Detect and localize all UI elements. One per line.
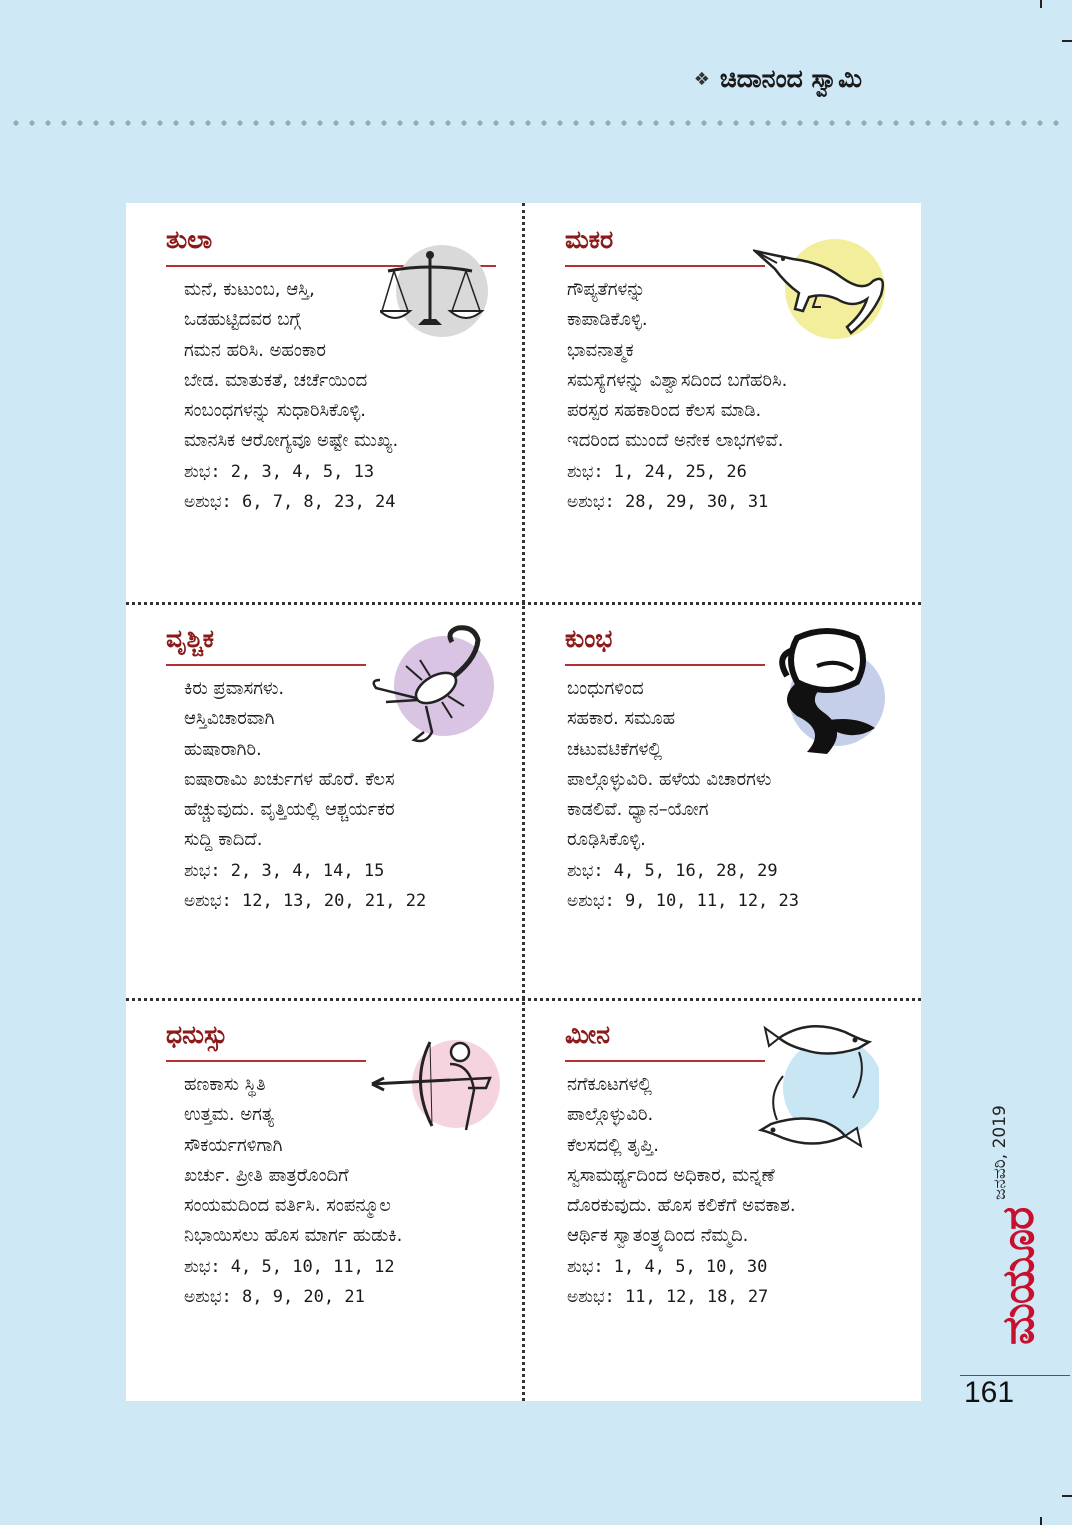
title-rule bbox=[565, 265, 765, 267]
lucky-days: ಶುಭ: 4, 5, 10, 11, 12 bbox=[184, 1256, 395, 1277]
body-line: ಆರ್ಥಿಕ ಸ್ವಾತಂತ್ರ್ಯದಿಂದ ನೆಮ್ಮದಿ. bbox=[567, 1225, 749, 1247]
body-line: ರೂಢಿಸಿಕೊಳ್ಳಿ. bbox=[567, 829, 646, 851]
body-line: ಚಟುವಟಿಕೆಗಳಲ್ಲಿ bbox=[567, 738, 663, 760]
lucky-days: ಶುಭ: 1, 4, 5, 10, 30 bbox=[567, 1256, 768, 1277]
dotted-separator bbox=[8, 120, 1064, 126]
sign-title: ಮೀನ bbox=[565, 1020, 611, 1049]
lucky-days: ಶುಭ: 2, 3, 4, 14, 15 bbox=[184, 860, 385, 881]
body-line: ಒಡಹುಟ್ಟಿದವರ ಬಗ್ಗೆ bbox=[184, 309, 301, 331]
lucky-days: ಶುಭ: 4, 5, 16, 28, 29 bbox=[567, 860, 778, 881]
body-line: ಹೆಚ್ಚುವುದು. ವೃತ್ತಿಯಲ್ಲಿ ಆಶ್ಚರ್ಯಕರ bbox=[184, 799, 395, 821]
sign-body bbox=[567, 1070, 897, 1312]
crop-mark bbox=[1040, 0, 1042, 8]
body-line: ಕಾಪಾಡಿಕೊಳ್ಳಿ. bbox=[567, 309, 648, 331]
author-name: ಚಿದಾನಂದ ಸ್ವಾಮಿ bbox=[719, 64, 862, 93]
body-line: ಪಾಲ್ಗೊಳ್ಳುವಿರಿ. bbox=[567, 1104, 654, 1126]
sign-body bbox=[184, 674, 514, 916]
sign-card-dhanussu bbox=[126, 998, 522, 1397]
sign-body bbox=[184, 1070, 514, 1312]
horoscope-panel bbox=[126, 203, 921, 1401]
page-number: 161 bbox=[964, 1376, 1015, 1409]
body-line: ಗೌಪ್ಯತೆಗಳನ್ನು bbox=[567, 279, 646, 300]
unlucky-days: ಅಶುಭ: 6, 7, 8, 23, 24 bbox=[184, 492, 396, 513]
title-rule bbox=[166, 1060, 366, 1062]
body-line: ನಿಭಾಯಿಸಲು ಹೊಸ ಮಾರ್ಗ ಹುಡುಕಿ. bbox=[184, 1225, 403, 1247]
magazine-logo: ಮಯೂರ bbox=[993, 1207, 1044, 1345]
title-rule bbox=[565, 1060, 765, 1062]
body-line: ಉತ್ತಮ. ಅಗತ್ಯ bbox=[184, 1104, 274, 1126]
body-line: ಐಷಾರಾಮಿ ಖರ್ಚುಗಳ ಹೊರೆ. ಕೆಲಸ bbox=[184, 768, 395, 790]
sign-title: ಕುಂಭ bbox=[565, 624, 613, 653]
crop-mark bbox=[1062, 40, 1072, 42]
body-line: ಖರ್ಚು. ಪ್ರೀತಿ ಪಾತ್ರರೊಂದಿಗೆ bbox=[184, 1164, 349, 1186]
sign-card-makara bbox=[525, 203, 921, 602]
sign-title: ಮಕರ bbox=[565, 225, 614, 254]
body-line: ಬಂಧುಗಳಿಂದ bbox=[567, 678, 644, 699]
body-line: ನಗೆಕೂಟಗಳಲ್ಲಿ bbox=[567, 1074, 652, 1095]
body-line: ಮನೆ, ಕುಟುಂಬ, ಆಸ್ತಿ, bbox=[184, 279, 315, 300]
diamond-bullet-icon: ❖ bbox=[693, 68, 710, 90]
sign-title: ವೃಶ್ಚಿಕ bbox=[166, 624, 215, 653]
body-line: ಗಮನ ಹರಿಸಿ. ಅಹಂಕಾರ bbox=[184, 339, 326, 361]
sign-body bbox=[184, 275, 514, 517]
body-line: ಪಾಲ್ಗೊಳ್ಳುವಿರಿ. ಹಳೆಯ ವಿಚಾರಗಳು bbox=[567, 768, 772, 790]
crop-mark bbox=[1062, 1495, 1072, 1497]
body-line: ಇದರಿಂದ ಮುಂದೆ ಅನೇಕ ಲಾಭಗಳಿವೆ. bbox=[567, 430, 784, 452]
sign-card-kumbha bbox=[525, 602, 921, 1001]
body-line: ಕಿರು ಪ್ರವಾಸಗಳು. bbox=[184, 678, 285, 699]
body-line: ಪರಸ್ಪರ ಸಹಕಾರಿಂದ ಕೆಲಸ ಮಾಡಿ. bbox=[567, 400, 762, 422]
title-rule bbox=[565, 664, 765, 666]
body-line: ಕೆಲಸದಲ್ಲಿ ತೃಪ್ತಿ. bbox=[567, 1134, 660, 1156]
sign-card-vrishchika bbox=[126, 602, 522, 1001]
unlucky-days: ಅಶುಭ: 12, 13, 20, 21, 22 bbox=[184, 891, 427, 912]
body-line: ಸ್ವಸಾಮರ್ಥ್ಯದಿಂದ ಅಧಿಕಾರ, ಮನ್ನಣೆ bbox=[567, 1164, 775, 1186]
sign-title: ಧನುಸ್ಸು bbox=[166, 1020, 228, 1049]
unlucky-days: ಅಶುಭ: 11, 12, 18, 27 bbox=[567, 1287, 769, 1308]
unlucky-days: ಅಶುಭ: 28, 29, 30, 31 bbox=[567, 492, 769, 513]
unlucky-days: ಅಶುಭ: 8, 9, 20, 21 bbox=[184, 1287, 365, 1308]
body-line: ಸಹಕಾರ. ಸಮೂಹ bbox=[567, 708, 676, 730]
lucky-days: ಶುಭ: 1, 24, 25, 26 bbox=[567, 461, 747, 482]
body-line: ಸೌಕರ್ಯಗಳಿಗಾಗಿ bbox=[184, 1134, 283, 1156]
author-byline bbox=[694, 64, 862, 94]
body-line: ದೊರಕುವುದು. ಹೊಸ ಕಲಿಕೆಗೆ ಅವಕಾಶ. bbox=[567, 1195, 796, 1217]
body-line: ಆಸ್ತಿವಿಚಾರವಾಗಿ bbox=[184, 708, 275, 730]
body-line: ಹಣಕಾಸು ಸ್ಥಿತಿ bbox=[184, 1074, 266, 1095]
sign-title: ತುಲಾ bbox=[166, 225, 213, 254]
sign-body bbox=[567, 674, 897, 916]
sign-card-meena bbox=[525, 998, 921, 1397]
body-line: ಸುದ್ದಿ ಕಾದಿದೆ. bbox=[184, 829, 263, 851]
issue-date: ಜನವರಿ, 2019 bbox=[990, 1105, 1010, 1200]
body-line: ಸಂಬಂಧಗಳನ್ನು ಸುಧಾರಿಸಿಕೊಳ್ಳಿ. bbox=[184, 400, 367, 422]
body-line: ಕಾಡಲಿವೆ. ಧ್ಯಾನ–ಯೋಗ bbox=[567, 799, 709, 821]
body-line: ಹುಷಾರಾಗಿರಿ. bbox=[184, 738, 262, 760]
lucky-days: ಶುಭ: 2, 3, 4, 5, 13 bbox=[184, 461, 375, 482]
title-rule bbox=[166, 664, 366, 666]
body-line: ಭಾವನಾತ್ಮಕ bbox=[567, 339, 634, 361]
unlucky-days: ಅಶುಭ: 9, 10, 11, 12, 23 bbox=[567, 891, 799, 912]
body-line: ಮಾನಸಿಕ ಆರೋಗ್ಯವೂ ಅಷ್ಟೇ ಮುಖ್ಯ. bbox=[184, 430, 399, 452]
body-line: ಸಂಯಮದಿಂದ ವರ್ತಿಸಿ. ಸಂಪನ್ಮೂಲ bbox=[184, 1195, 391, 1217]
crop-mark bbox=[1040, 1517, 1042, 1525]
sign-card-tula bbox=[126, 203, 522, 602]
body-line: ಬೇಡ. ಮಾತುಕತೆ, ಚರ್ಚೆಯಿಂದ bbox=[184, 369, 368, 391]
body-line: ಸಮಸ್ಯೆಗಳನ್ನು ವಿಶ್ವಾಸದಿಂದ ಬಗೆಹರಿಸಿ. bbox=[567, 369, 788, 391]
sign-body bbox=[567, 275, 897, 517]
